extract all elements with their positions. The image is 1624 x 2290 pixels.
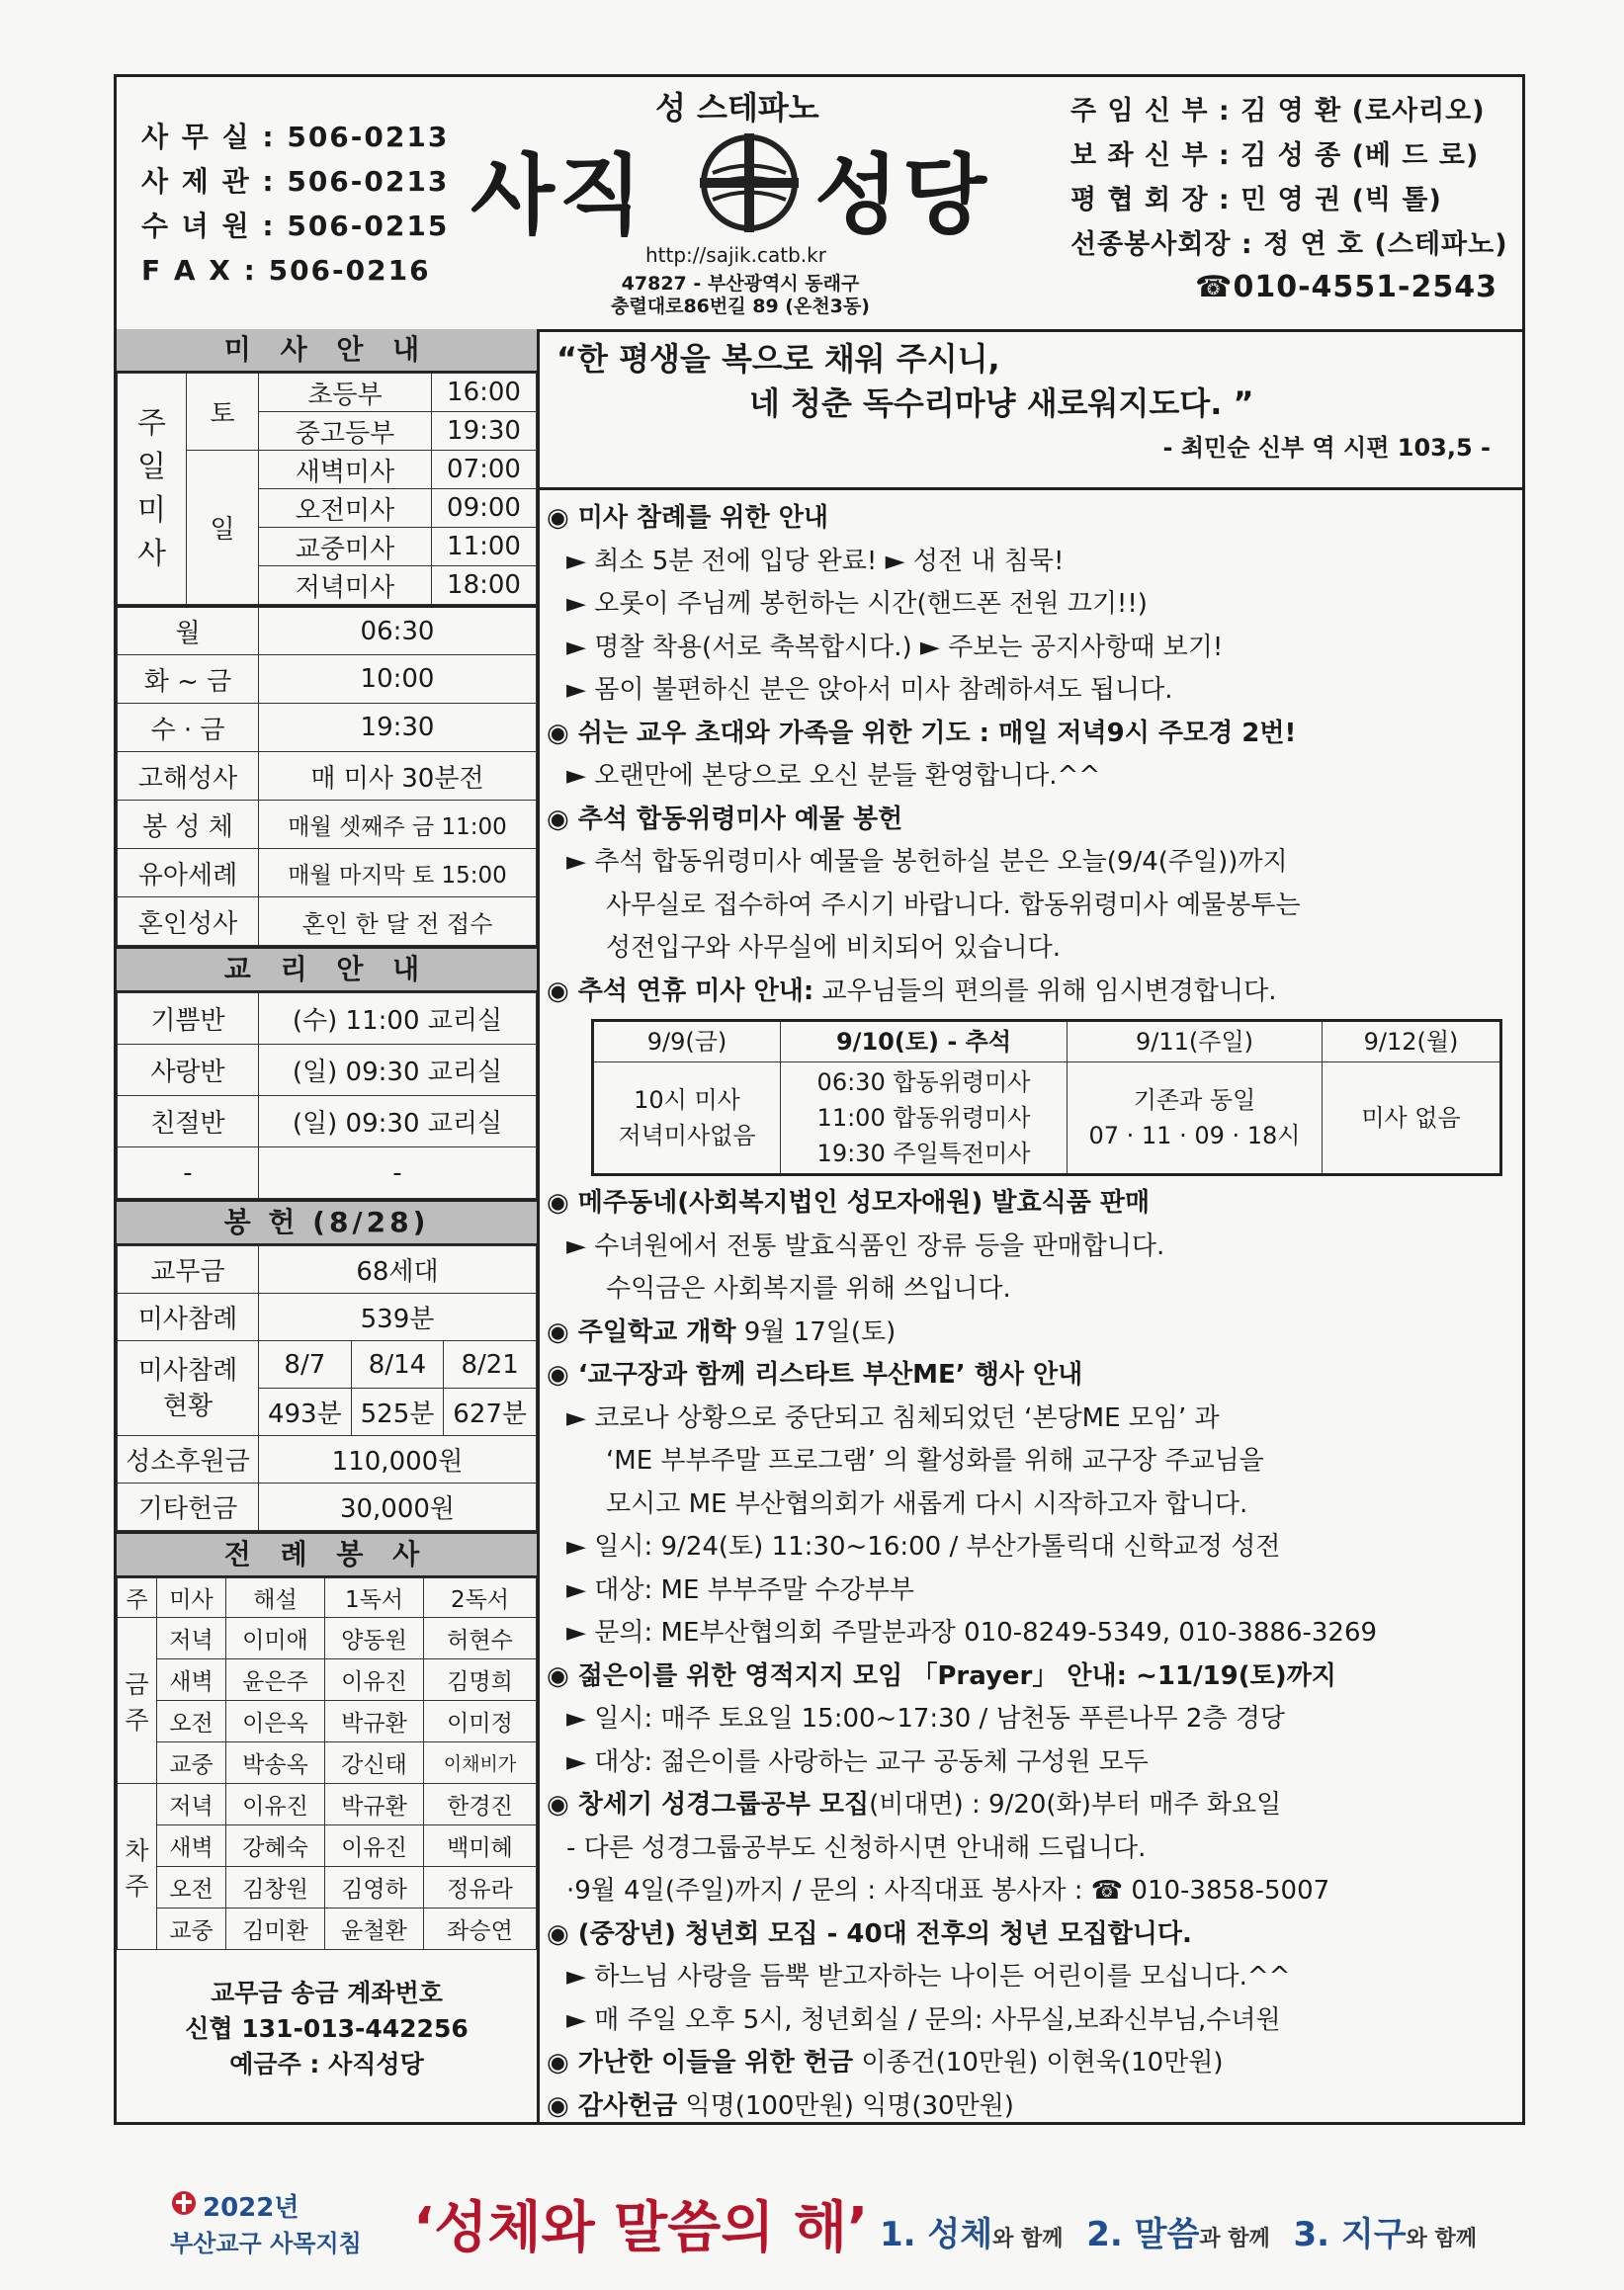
table-row: 교중 김미환 윤철환 좌승연 xyxy=(118,1908,537,1950)
church-logo-icon xyxy=(695,128,804,237)
church-address: 47827 - 부산광역시 동래구 충렬대로86번길 89 (온천3동) xyxy=(611,273,870,317)
table-row: 오전 김창원 김영하 정유라 xyxy=(118,1867,537,1908)
contact-rectory: 사 제 관 : 506-0213 xyxy=(141,165,450,198)
bulletin-frame xyxy=(114,74,1525,2125)
sunday-label: 일 xyxy=(187,451,259,605)
notice-title: ◉ 젊은이를 위한 영적지지 모임 「Prayer」 안내: ~11/19(토)까지 xyxy=(547,1660,1336,1691)
table-row: 봉 성 체 매월 셋째주 금 11:00 xyxy=(118,801,537,849)
footer-pillars: 1. 성체와 함께 2. 말씀과 함께 3. 지구와 함께 xyxy=(880,2215,1477,2254)
notice-title: ◉ (중장년) 청년회 모집 - 40대 전후의 청년 모집합니다. xyxy=(547,1918,1192,1949)
catechism-heading: 교 리 안 내 xyxy=(117,946,537,992)
table-row: 기타헌금 30,000원 xyxy=(118,1484,537,1531)
table-row: 화 ~ 금 10:00 xyxy=(118,655,537,704)
table-row: 10시 미사 저녁미사없음 06:30 합동위령미사 11:00 합동위령미사 19:30 주일특전미사 기존과 동일 07 · 11 · 09 · 18시 미사 없음 xyxy=(593,1062,1501,1175)
table-row: 유아세례 매월 마지막 토 15:00 xyxy=(118,849,537,897)
notice-title: ◉ 감사헌금 익명(100만원) 익명(30만원) xyxy=(547,2090,1014,2121)
table-row: 차주 저녁 이유진 박규환 한경진 xyxy=(118,1784,537,1825)
footer-year: 2022년 xyxy=(203,2193,299,2223)
notice-title: ◉ 가난한 이들을 위한 헌금 이종건(10만원) 이현욱(10만원) xyxy=(547,2048,1224,2078)
staff-council: 평 협 회 장 : 민 영 권 (빅 톨) xyxy=(1070,185,1442,215)
church-phone: ☎010-4551-2543 xyxy=(1195,270,1497,304)
header xyxy=(117,77,1522,332)
contact-convent: 수 녀 원 : 506-0215 xyxy=(141,210,450,242)
sunday-mass-label: 주일미사 xyxy=(118,374,187,605)
attendance-status-label: 미사참례 현황 xyxy=(118,1341,259,1436)
weekday-mass-table xyxy=(117,605,537,946)
notice-title: ◉ ‘교구장과 함께 리스타트 부산ME’ 행사 안내 xyxy=(547,1360,1083,1390)
table-row: 미사참례 현황 8/7 8/14 8/21 xyxy=(118,1341,537,1389)
divider xyxy=(537,487,1522,490)
offering-heading: 봉 헌 (8/28) xyxy=(117,1199,537,1245)
footer-slogan: ‘성체와 말씀의 해’ xyxy=(413,2196,869,2260)
table-row: 9/9(금) 9/10(토) - 추석 9/11(주일) 9/12(월) xyxy=(593,1021,1501,1062)
liturgy-heading: 전 례 봉 사 xyxy=(117,1531,537,1577)
notice-title: ◉ 주일학교 개학 9월 17일(토) xyxy=(547,1316,897,1347)
table-row: 친절반 (일) 09:30 교리실 xyxy=(118,1096,537,1147)
table-row: 교무금 68세대 xyxy=(118,1246,537,1294)
contact-list xyxy=(141,115,449,293)
table-row: 오전 이은옥 박규환 이미정 xyxy=(118,1701,537,1742)
notice-title: ◉ 미사 참례를 위한 안내 xyxy=(547,503,828,533)
staff-funeral: 선종봉사회장 : 정 연 호 (스테파노) xyxy=(1070,229,1508,260)
left-column xyxy=(117,329,540,2122)
table-row: 새벽 윤은주 이유진 김명희 xyxy=(118,1659,537,1701)
liturgy-table xyxy=(117,1577,537,1950)
notice-title: ◉ 쉬는 교우 초대와 가족을 위한 기도 : 매일 저녁9시 주모경 2번! xyxy=(547,718,1297,748)
church-subtitle: 성 스테파노 xyxy=(655,89,819,127)
table-row: 고해성사 매 미사 30분전 xyxy=(118,752,537,801)
offering-table xyxy=(117,1245,537,1531)
next-week-label: 차주 xyxy=(118,1784,157,1950)
church-url[interactable]: http://sajik.catb.kr xyxy=(645,243,826,267)
table-row: 금주 저녁 이미애 양동원 허현수 xyxy=(118,1618,537,1659)
table-row: 혼인성사 혼인 한 달 전 접수 xyxy=(118,897,537,946)
this-week-label: 금주 xyxy=(118,1618,157,1784)
notice-title: ◉ 추석 합동위령미사 예물 봉헌 xyxy=(547,804,903,834)
mass-table: 주일미사 토 초등부 16:00 중고등부 19:30 일 새벽미사 07:00 오전미사 09:00 교중미사 11:00 저녁미사 18:00 xyxy=(117,373,537,605)
notice-title: ◉ 메주동네(사회복지법인 성모자애원) 발효식품 판매 xyxy=(547,1188,1151,1218)
footer-diocese: 부산교구 사목지침 xyxy=(170,2230,362,2257)
saturday-label: 토 xyxy=(187,374,259,451)
table-row: 미사참례 539분 xyxy=(118,1294,537,1341)
table-row: 성소후원금 110,000원 xyxy=(118,1436,537,1484)
notice-list: ◉ 미사 참례를 위한 안내 ► 최소 5분 전에 입당 완료! ► 성전 내 침묵! ► 오롯이 주님께 봉헌하는 시간(핸드폰 전원 끄기!!) ► 명찰 착용(서로 축복합시다.) ► 주보는 공지사항때 보기! ► 몸이 불편하신 분은 앉아서 미사 참례하셔도 됩니다. ◉ 쉬는 교우 초대와 가족을 위한 기도 : 매일 저녁9시 주모경 2번! ► 오랜만에 본당으로 오신 분들 환영합니다.^^ ◉ 추석 합동위령미사 예물 봉헌 ► 추석 합동위령미사 예물을 봉헌하실 분은 오늘(9/4(주일))까지 사무실로 접수하여 주시기 바랍니다. 합동위령미사 예물봉투는 성전입구와 사무실에 비치되어 있습니다. ◉ 추석 연휴 미사 안내: 교우님들의 편의를 위해 임시변경합니다. 9/9(금) 9/10(토) - 추석 9/11(주일) 9/12(월) 10시 미사 저녁미사없음 06:30 합동위령미사 11:00 합동위령미사 19:30 주일특전미사 기존과 동일 07 · 11 · 09 · 18시 미사 없음 ◉ 메주동네(사회복지법인 성모자애원) 발효식품 판매 ► 수녀원에서 전통 발효식품인 장류 등을 판매합니다. 수익금은 사회복지를 위해 쓰입니다. ◉ 주일학교 개학 9월 17일(토) ◉ ‘교구장과 함께 리스타트 부산ME’ 행사 안내 ► 코로나 상황으로 중단되고 침체되었던 ‘본당ME 모임’ 과 ‘ME 부부주말 프로그램’ 의 활성화를 위해 교구장 주교님을 모시고 ME 부산협의회가 새롭게 다시 시작하고자 합니다. ► 일시: 9/24(토) 11:30~16:00 / 부산가톨릭대 신학교정 성전 ► 대상: ME 부부주말 수강부부 ► 문의: ME부산협의회 주말분과장 010-8249-5349, 010-3886-3269 ◉ 젊은이를 위한 영적지지 모임 「Prayer」 안내: ~11/19(토)까지 ► 일시: 매주 토요일 15:00~17:30 / 남천동 푸른나무 2층 경당 ► 대상: 젊은이를 사랑하는 교구 공동체 구성원 모두 ◉ 창세기 성경그룹공부 모집(비대면) : 9/20(화)부터 매주 화요일 - 다른 성경그룹공부도 신청하시면 안내해 드립니다. ·9월 4일(주일)까지 / 문의 : 사직대표 봉사자 : ☎ 010-3858-5007 ◉ (중장년) 청년회 모집 - 40대 전후의 청년 모집합니다. ► 하느님 사랑을 듬뿍 받고자하는 나이든 어린이를 모십니다.^^ ► 매 주일 오후 5시, 청년회실 / 문의: 사무실,보좌신부님,수녀원 ◉ 가난한 이들을 위한 헌금 이종건(10만원) 이현욱(10만원) ◉ 감사헌금 익명(100만원) 익명(30만원) xyxy=(547,497,1514,2128)
table-row: 주 미사 해설 1독서 2독서 xyxy=(118,1578,537,1618)
staff-pastor: 주 임 신 부 : 김 영 환 (로사리오) xyxy=(1070,96,1486,127)
diocese-emblem-icon xyxy=(170,2189,198,2217)
contact-office: 사 무 실 : 506-0213 xyxy=(141,121,450,153)
holiday-mass-table xyxy=(591,1019,1502,1176)
account-info: 교무금 송금 계좌번호 신협 131-013-442256 예금주 : 사직성당 xyxy=(185,1979,469,2078)
catechism-table xyxy=(117,992,537,1199)
table-row: 월 06:30 xyxy=(118,607,537,655)
footer xyxy=(0,2179,1624,2268)
table-row: 새벽 강혜숙 이유진 백미혜 xyxy=(118,1825,537,1867)
notice-title: ◉ 추석 연휴 미사 안내: 교우님들의 편의를 위해 임시변경합니다. xyxy=(547,975,1277,1006)
table-row: 기쁨반 (수) 11:00 교리실 xyxy=(118,993,537,1045)
staff-list xyxy=(1070,89,1508,267)
table-row: - - xyxy=(118,1147,537,1199)
table-row: 493분 525분 627분 xyxy=(118,1389,537,1436)
mass-heading: 미 사 안 내 xyxy=(117,329,537,373)
staff-assistant: 보 좌 신 부 : 김 성 종 (베 드 로) xyxy=(1070,140,1480,171)
church-title: 사직 성당 xyxy=(470,144,991,246)
contact-fax: F A X : 506-0216 xyxy=(141,254,431,287)
right-column xyxy=(537,329,1522,2122)
table-row: 사랑반 (일) 09:30 교리실 xyxy=(118,1045,537,1096)
notice-title: ◉ 창세기 성경그룹공부 모집(비대면) : 9/20(화)부터 매주 화요일 xyxy=(547,1790,1282,1820)
table-row: 수 · 금 19:30 xyxy=(118,704,537,752)
table-row: 교중 박송옥 강신태 이채비가 xyxy=(118,1742,537,1784)
psalm-quote: “한 평생을 복으로 채워 주시니, 네 청춘 독수리마냥 새로워지도다. ” - 최민순 신부 역 시편 103,5 - xyxy=(556,340,1491,462)
